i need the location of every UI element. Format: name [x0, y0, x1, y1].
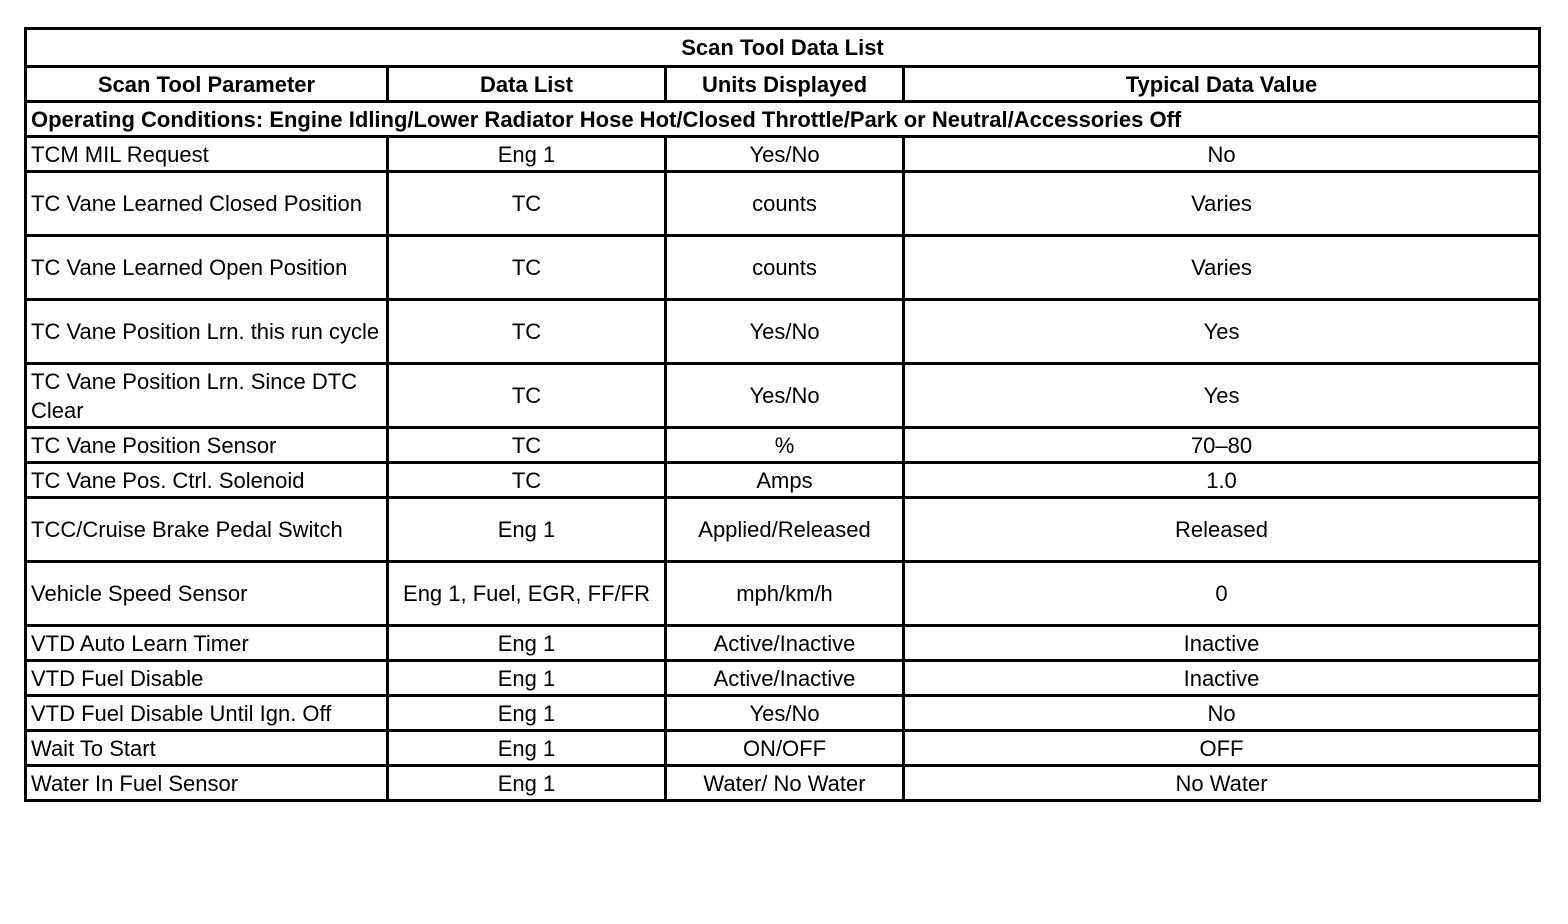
table-row: [26, 766, 1540, 801]
header-typical-data-value: Typical Data Value: [904, 67, 1540, 102]
units-cell: Applied/Released: [666, 498, 904, 562]
typical-value-cell: No: [904, 137, 1540, 172]
table-header-row: [26, 67, 1540, 102]
typical-value-cell: Varies: [904, 236, 1540, 300]
table-row: [26, 626, 1540, 661]
table-row: [26, 661, 1540, 696]
data-list-cell: Eng 1: [388, 696, 666, 731]
parameter-cell: Wait To Start: [26, 731, 388, 766]
table-row: [26, 731, 1540, 766]
units-cell: Active/Inactive: [666, 661, 904, 696]
units-cell: Yes/No: [666, 300, 904, 364]
units-cell: Yes/No: [666, 364, 904, 428]
typical-value-cell: No Water: [904, 766, 1540, 801]
operating-conditions-row: [26, 102, 1540, 137]
parameter-cell: TC Vane Pos. Ctrl. Solenoid: [26, 463, 388, 498]
typical-value-cell: Yes: [904, 364, 1540, 428]
typical-value-cell: Yes: [904, 300, 1540, 364]
table-title: Scan Tool Data List: [26, 29, 1540, 67]
typical-value-cell: 0: [904, 562, 1540, 626]
typical-value-cell: Released: [904, 498, 1540, 562]
table-row: [26, 428, 1540, 463]
data-list-cell: TC: [388, 463, 666, 498]
data-list-cell: Eng 1: [388, 498, 666, 562]
parameter-cell: TC Vane Position Lrn. Since DTC Clear: [26, 364, 388, 428]
parameter-cell: TC Vane Learned Open Position: [26, 236, 388, 300]
data-list-cell: Eng 1: [388, 731, 666, 766]
data-list-cell: TC: [388, 364, 666, 428]
parameter-cell: VTD Auto Learn Timer: [26, 626, 388, 661]
parameter-cell: Water In Fuel Sensor: [26, 766, 388, 801]
typical-value-cell: No: [904, 696, 1540, 731]
table-row: [26, 172, 1540, 236]
scan-tool-data-table: [24, 27, 1541, 802]
units-cell: Yes/No: [666, 137, 904, 172]
header-scan-tool-parameter: Scan Tool Parameter: [26, 67, 388, 102]
parameter-cell: Vehicle Speed Sensor: [26, 562, 388, 626]
units-cell: Amps: [666, 463, 904, 498]
units-cell: Water/ No Water: [666, 766, 904, 801]
typical-value-cell: Varies: [904, 172, 1540, 236]
data-list-cell: TC: [388, 300, 666, 364]
header-data-list: Data List: [388, 67, 666, 102]
units-cell: counts: [666, 172, 904, 236]
table-row: [26, 562, 1540, 626]
table-row: [26, 696, 1540, 731]
data-list-cell: Eng 1: [388, 626, 666, 661]
table-title-row: [26, 29, 1540, 67]
operating-conditions: Operating Conditions: Engine Idling/Lower Radiator Hose Hot/Closed Throttle/Park or Neutral/Accessories Off: [26, 102, 1540, 137]
data-list-cell: Eng 1, Fuel, EGR, FF/FR: [388, 562, 666, 626]
parameter-cell: VTD Fuel Disable Until Ign. Off: [26, 696, 388, 731]
table-row: [26, 498, 1540, 562]
units-cell: mph/km/h: [666, 562, 904, 626]
units-cell: Active/Inactive: [666, 626, 904, 661]
typical-value-cell: 70–80: [904, 428, 1540, 463]
typical-value-cell: Inactive: [904, 661, 1540, 696]
parameter-cell: TCC/Cruise Brake Pedal Switch: [26, 498, 388, 562]
units-cell: ON/OFF: [666, 731, 904, 766]
table-row: [26, 300, 1540, 364]
parameter-cell: TC Vane Position Lrn. this run cycle: [26, 300, 388, 364]
typical-value-cell: 1.0: [904, 463, 1540, 498]
parameter-cell: TC Vane Learned Closed Position: [26, 172, 388, 236]
data-list-cell: TC: [388, 236, 666, 300]
typical-value-cell: Inactive: [904, 626, 1540, 661]
data-list-cell: TC: [388, 172, 666, 236]
typical-value-cell: OFF: [904, 731, 1540, 766]
units-cell: counts: [666, 236, 904, 300]
table-row: [26, 364, 1540, 428]
data-list-cell: Eng 1: [388, 661, 666, 696]
table-row: [26, 236, 1540, 300]
table-row: [26, 137, 1540, 172]
parameter-cell: VTD Fuel Disable: [26, 661, 388, 696]
data-list-cell: Eng 1: [388, 137, 666, 172]
parameter-cell: TCM MIL Request: [26, 137, 388, 172]
data-list-cell: TC: [388, 428, 666, 463]
table-row: [26, 463, 1540, 498]
data-list-cell: Eng 1: [388, 766, 666, 801]
header-units-displayed: Units Displayed: [666, 67, 904, 102]
units-cell: Yes/No: [666, 696, 904, 731]
units-cell: %: [666, 428, 904, 463]
parameter-cell: TC Vane Position Sensor: [26, 428, 388, 463]
